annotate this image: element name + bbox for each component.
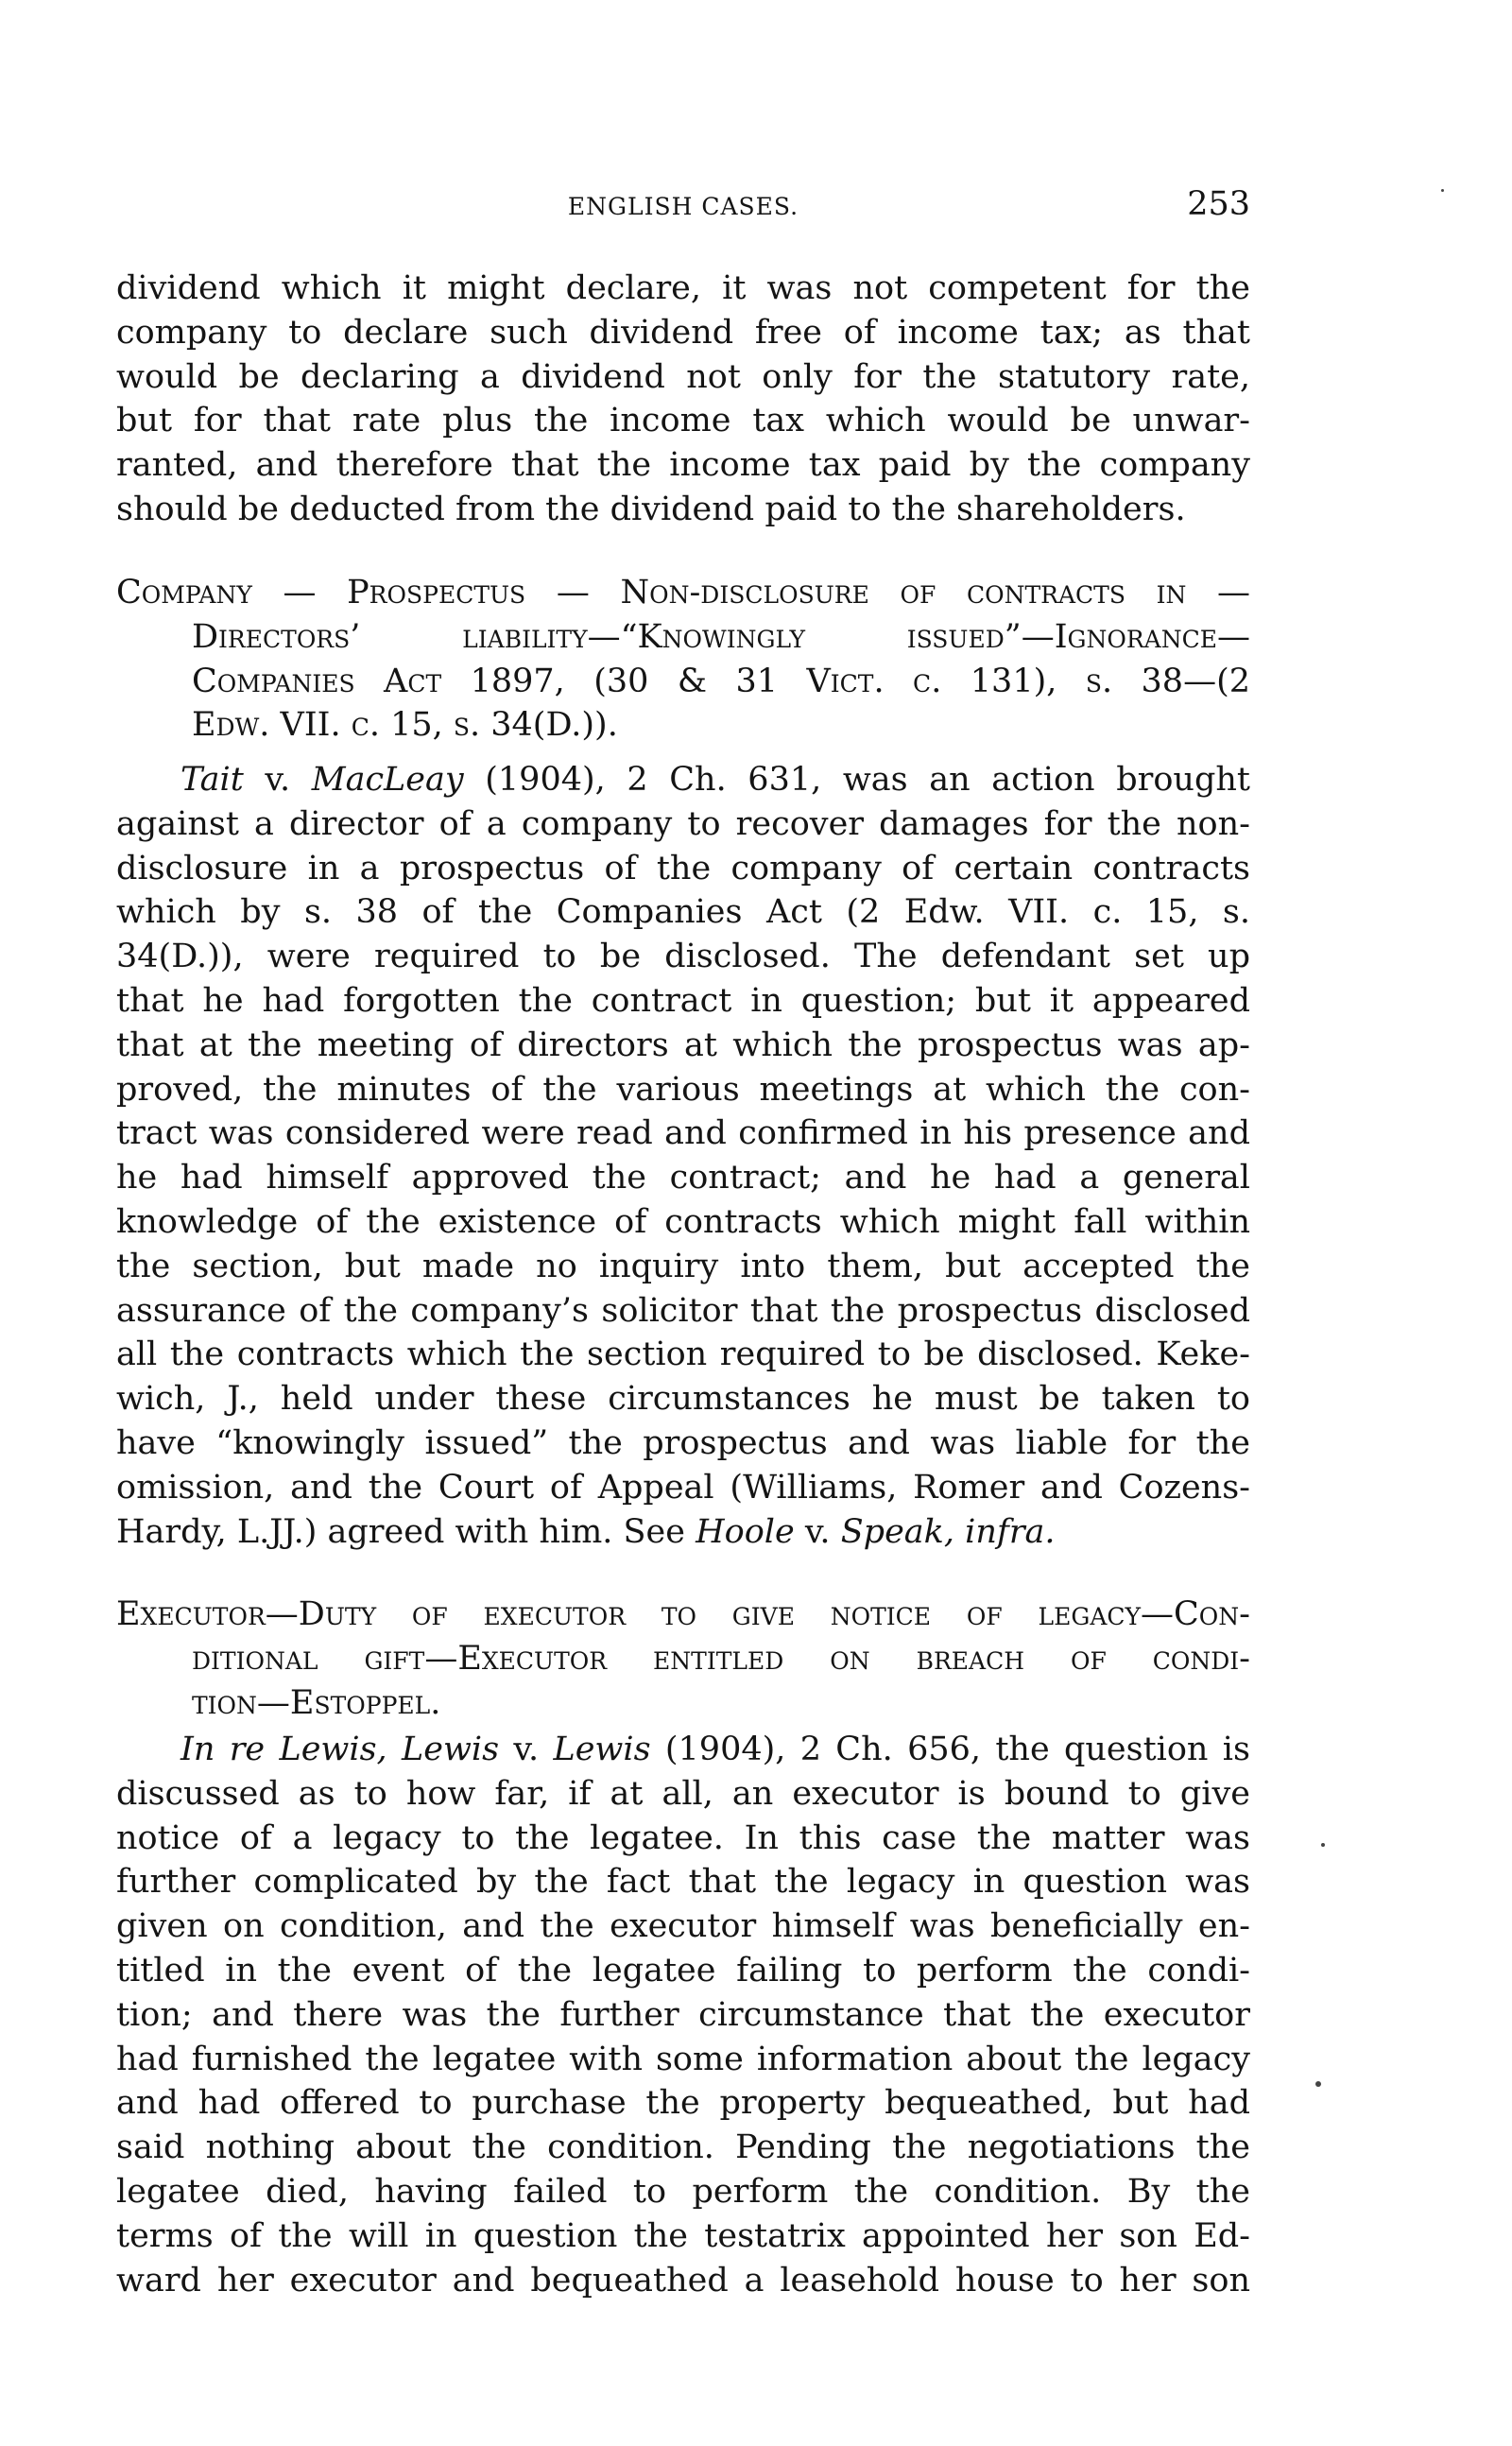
running-head [116, 185, 1250, 227]
case-name: MacLeay [311, 761, 464, 799]
heading-line: tion—Estoppel. [192, 1683, 441, 1722]
case-name: Lewis [553, 1731, 651, 1768]
case-name: In re Lewis, Lewis [180, 1731, 500, 1768]
page-number: 253 [1187, 185, 1250, 223]
heading-line: Edw. VII. c. 15, s. 34(D.)). [192, 706, 618, 745]
versus: v. [804, 1512, 831, 1551]
text-line: have “knowingly issued” the prospectus and was liable for the [116, 1423, 1250, 1462]
text-line: tion; and there was the further circumstance that the executor [116, 1995, 1250, 2034]
text-line: 34(D.)), were required to be disclosed. The defendant set up [116, 938, 1250, 976]
heading-line: Companies Act 1897, (30 & 31 Vict. c. 131), s. 38—(2 [192, 662, 1250, 700]
text-line: knowledge of the existence of contracts which might fall within [116, 1202, 1250, 1241]
text-line: tract was considered were read and confirmed in his presence and [116, 1114, 1250, 1153]
text-line: that at the meeting of directors at which the prospectus was ap- [116, 1025, 1250, 1064]
text-line: and had offered to purchase the property bequeathed, but had [116, 2084, 1250, 2123]
text-line: further complicated by the fact that the legacy in question was [116, 1863, 1250, 1902]
running-title: ENGLISH CASES. [567, 193, 799, 220]
paragraph-in-re-lewis [116, 1728, 1250, 2302]
text-line [116, 1510, 1250, 1555]
text-line: notice of a legacy to the legatee. In this case the matter was [116, 1818, 1250, 1857]
text-line [116, 1728, 1250, 1772]
case-name: Tait [180, 761, 244, 799]
text-line: that he had forgotten the contract in question; but it appeared [116, 981, 1250, 1020]
text-line: given on condition, and the executor himself was beneficially en- [116, 1907, 1250, 1946]
versus: v. [265, 761, 291, 799]
text-fragment: Hardy, L.JJ.) agreed with him. See [116, 1512, 685, 1551]
paragraph-tait-v-macleay [116, 758, 1250, 1554]
heading-line: ditional gift—Executor entitled on breach of condi- [192, 1639, 1250, 1678]
case-name: Speak, infra. [840, 1512, 1056, 1551]
text-line: disclosure in a prospectus of the company of certain contracts [116, 849, 1250, 887]
paragraph-dividend-conclusion [116, 267, 1250, 532]
text-line: would be declaring a dividend not only for the statutory rate, [116, 357, 1250, 396]
text-line: wich, J., held under these circumstances he must be taken to [116, 1380, 1250, 1419]
text-line: ranted, and therefore that the income tax paid by the company [116, 446, 1250, 485]
heading-line: Executor—Duty of executor to give notice of legacy—Con- [116, 1595, 1250, 1633]
text-line: assurance of the company’s solicitor that the prospectus disclosed [116, 1291, 1250, 1330]
text-line: should be deducted from the dividend paid to the shareholders. [116, 490, 1186, 528]
text-line: ward her executor and bequeathed a leasehold house to her son [116, 2261, 1250, 2300]
text-line: had furnished the legatee with some information about the legacy [116, 2040, 1250, 2078]
text-line: which by s. 38 of the Companies Act (2 Edw. VII. c. 15, s. [116, 893, 1250, 932]
citation: (1904), 2 Ch. 656, the question is [664, 1731, 1250, 1768]
scan-speck [1441, 189, 1444, 192]
case-name: Hoole [696, 1512, 795, 1551]
section-heading-executor [116, 1593, 1250, 1725]
text-line: proved, the minutes of the various meetings at which the con- [116, 1070, 1250, 1109]
heading-line: Directors’ liability—“Knowingly issued”—Ignorance— [192, 617, 1250, 656]
text-line: but for that rate plus the income tax which would be unwar- [116, 402, 1250, 440]
text-line: said nothing about the condition. Pending the negotiations the [116, 2128, 1250, 2167]
heading-line: Company — Prospectus — Non-disclosure of contracts in — [116, 574, 1250, 612]
text-line: terms of the will in question the testatrix appointed her son Ed- [116, 2216, 1250, 2255]
versus: v. [513, 1731, 540, 1768]
section-heading-company-prospectus [116, 571, 1250, 748]
text-line: legatee died, having failed to perform the condition. By the [116, 2172, 1250, 2211]
scan-speck [1315, 2081, 1321, 2087]
citation: (1904), 2 Ch. 631, was an action brought [485, 761, 1250, 799]
text-line: omission, and the Court of Appeal (Williams, Romer and Cozens- [116, 1468, 1250, 1507]
text-line: titled in the event of the legatee failing to perform the condi- [116, 1951, 1250, 1990]
text-line: company to declare such dividend free of income tax; as that [116, 313, 1250, 352]
text-line: he had himself approved the contract; and he had a general [116, 1159, 1250, 1197]
text-line: dividend which it might declare, it was not competent for the [116, 269, 1250, 307]
text-line: against a director of a company to recover damages for the non- [116, 804, 1250, 843]
text-line: discussed as to how far, if at all, an executor is bound to give [116, 1774, 1250, 1813]
text-line [116, 758, 1250, 802]
scan-speck [1321, 1843, 1325, 1847]
text-line: all the contracts which the section required to be disclosed. Keke- [116, 1335, 1250, 1374]
text-line: the section, but made no inquiry into them, but accepted the [116, 1247, 1250, 1285]
